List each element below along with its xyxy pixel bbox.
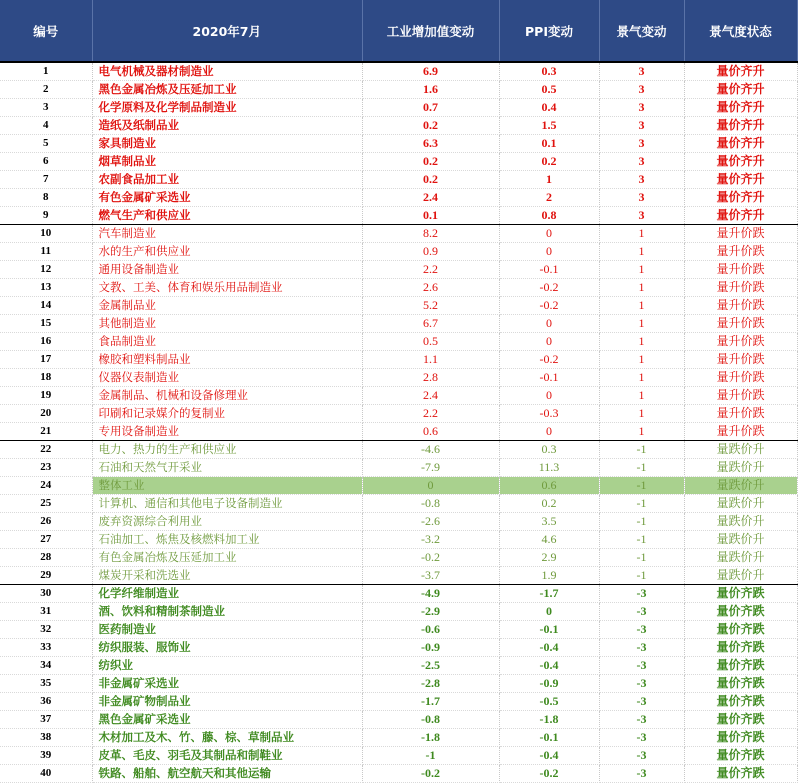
row-id: 37 bbox=[0, 711, 92, 729]
row-id: 39 bbox=[0, 747, 92, 765]
sentiment-change: -1 bbox=[599, 477, 684, 495]
ppi-change: -0.1 bbox=[499, 261, 599, 279]
industry-name: 专用设备制造业 bbox=[92, 423, 362, 441]
ppi-change: -0.2 bbox=[499, 765, 599, 783]
value-added-change: -0.9 bbox=[362, 639, 499, 657]
industry-name: 煤炭开采和洗选业 bbox=[92, 567, 362, 585]
industry-name: 烟草制品业 bbox=[92, 153, 362, 171]
sentiment-state: 量价齐跌 bbox=[684, 621, 797, 639]
sentiment-state: 量价齐跌 bbox=[684, 693, 797, 711]
table-row bbox=[0, 513, 797, 531]
industry-name: 木材加工及木、竹、藤、棕、草制品业 bbox=[92, 729, 362, 747]
industry-name: 化学纤维制造业 bbox=[92, 585, 362, 603]
ppi-change: 1.9 bbox=[499, 567, 599, 585]
ppi-change: 0.3 bbox=[499, 441, 599, 459]
header-period: 2020年7月 bbox=[92, 0, 362, 62]
sentiment-state: 量价齐升 bbox=[684, 189, 797, 207]
row-id: 20 bbox=[0, 405, 92, 423]
value-added-change: 5.2 bbox=[362, 297, 499, 315]
value-added-change: 6.9 bbox=[362, 62, 499, 81]
header-ppi: PPI变动 bbox=[499, 0, 599, 62]
ppi-change: 0 bbox=[499, 315, 599, 333]
sentiment-state: 量跌价升 bbox=[684, 513, 797, 531]
table-row bbox=[0, 423, 797, 441]
value-added-change: 2.2 bbox=[362, 261, 499, 279]
industry-name: 计算机、通信和其他电子设备制造业 bbox=[92, 495, 362, 513]
row-id: 19 bbox=[0, 387, 92, 405]
industry-name: 有色金属矿采选业 bbox=[92, 189, 362, 207]
table-row bbox=[0, 333, 797, 351]
sentiment-state: 量升价跌 bbox=[684, 405, 797, 423]
sentiment-state: 量价齐跌 bbox=[684, 639, 797, 657]
ppi-change: 1.5 bbox=[499, 117, 599, 135]
industry-name: 废弃资源综合利用业 bbox=[92, 513, 362, 531]
value-added-change: -0.6 bbox=[362, 621, 499, 639]
industry-name: 农副食品加工业 bbox=[92, 171, 362, 189]
value-added-change: 2.2 bbox=[362, 405, 499, 423]
value-added-change: 0.6 bbox=[362, 423, 499, 441]
industry-name: 石油和天然气开采业 bbox=[92, 459, 362, 477]
sentiment-change: 3 bbox=[599, 135, 684, 153]
table-row bbox=[0, 531, 797, 549]
sentiment-state: 量价齐跌 bbox=[684, 765, 797, 783]
table-row bbox=[0, 765, 797, 783]
value-added-change: 0.2 bbox=[362, 171, 499, 189]
row-id: 21 bbox=[0, 423, 92, 441]
ppi-change: 0 bbox=[499, 243, 599, 261]
table-row bbox=[0, 153, 797, 171]
table-row bbox=[0, 621, 797, 639]
table-row bbox=[0, 315, 797, 333]
row-id: 3 bbox=[0, 99, 92, 117]
ppi-change: 0.8 bbox=[499, 207, 599, 225]
sentiment-state: 量价齐升 bbox=[684, 62, 797, 81]
industry-name: 酒、饮料和精制茶制造业 bbox=[92, 603, 362, 621]
sentiment-change: 1 bbox=[599, 405, 684, 423]
table-row bbox=[0, 261, 797, 279]
header-sentiment: 景气变动 bbox=[599, 0, 684, 62]
ppi-change: -0.1 bbox=[499, 369, 599, 387]
value-added-change: -0.8 bbox=[362, 495, 499, 513]
row-id: 28 bbox=[0, 549, 92, 567]
industry-name: 橡胶和塑料制品业 bbox=[92, 351, 362, 369]
industry-name: 电气机械及器材制造业 bbox=[92, 62, 362, 81]
value-added-change: 0.9 bbox=[362, 243, 499, 261]
sentiment-state: 量跌价升 bbox=[684, 459, 797, 477]
row-id: 31 bbox=[0, 603, 92, 621]
industry-name: 食品制造业 bbox=[92, 333, 362, 351]
table-row bbox=[0, 405, 797, 423]
industry-name: 铁路、船舶、航空航天和其他运输 bbox=[92, 765, 362, 783]
value-added-change: -1 bbox=[362, 747, 499, 765]
sentiment-state: 量跌价升 bbox=[684, 495, 797, 513]
row-id: 15 bbox=[0, 315, 92, 333]
industry-name: 皮革、毛皮、羽毛及其制品和制鞋业 bbox=[92, 747, 362, 765]
value-added-change: -1.8 bbox=[362, 729, 499, 747]
value-added-change: 1.1 bbox=[362, 351, 499, 369]
sentiment-state: 量价齐升 bbox=[684, 207, 797, 225]
row-id: 35 bbox=[0, 675, 92, 693]
sentiment-state: 量价齐跌 bbox=[684, 729, 797, 747]
ppi-change: 2 bbox=[499, 189, 599, 207]
table-row bbox=[0, 567, 797, 585]
row-id: 7 bbox=[0, 171, 92, 189]
industry-name: 燃气生产和供应业 bbox=[92, 207, 362, 225]
sentiment-state: 量跌价升 bbox=[684, 549, 797, 567]
value-added-change: -2.8 bbox=[362, 675, 499, 693]
industry-name: 印刷和记录媒介的复制业 bbox=[92, 405, 362, 423]
table-row bbox=[0, 585, 797, 603]
value-added-change: 2.4 bbox=[362, 189, 499, 207]
row-id: 32 bbox=[0, 621, 92, 639]
sentiment-change: -3 bbox=[599, 693, 684, 711]
ppi-change: 3.5 bbox=[499, 513, 599, 531]
table-row bbox=[0, 711, 797, 729]
sentiment-change: 1 bbox=[599, 351, 684, 369]
ppi-change: 0.6 bbox=[499, 477, 599, 495]
value-added-change: 2.6 bbox=[362, 279, 499, 297]
ppi-change: 0.3 bbox=[499, 62, 599, 81]
ppi-change: 0 bbox=[499, 333, 599, 351]
sentiment-state: 量价齐升 bbox=[684, 135, 797, 153]
value-added-change: 0.1 bbox=[362, 207, 499, 225]
row-id: 29 bbox=[0, 567, 92, 585]
sentiment-change: 3 bbox=[599, 207, 684, 225]
row-id: 17 bbox=[0, 351, 92, 369]
row-id: 4 bbox=[0, 117, 92, 135]
row-id: 13 bbox=[0, 279, 92, 297]
ppi-change: -1.8 bbox=[499, 711, 599, 729]
row-id: 10 bbox=[0, 225, 92, 243]
table-row bbox=[0, 117, 797, 135]
sentiment-state: 量升价跌 bbox=[684, 261, 797, 279]
header-value-added: 工业增加值变动 bbox=[362, 0, 499, 62]
sentiment-change: -3 bbox=[599, 639, 684, 657]
sentiment-change: 1 bbox=[599, 225, 684, 243]
sentiment-state: 量价齐跌 bbox=[684, 603, 797, 621]
sentiment-change: 3 bbox=[599, 81, 684, 99]
row-id: 30 bbox=[0, 585, 92, 603]
sentiment-state: 量升价跌 bbox=[684, 369, 797, 387]
ppi-change: 0 bbox=[499, 423, 599, 441]
sentiment-change: 1 bbox=[599, 387, 684, 405]
value-added-change: 0.2 bbox=[362, 117, 499, 135]
sentiment-state: 量升价跌 bbox=[684, 351, 797, 369]
value-added-change: 0.7 bbox=[362, 99, 499, 117]
ppi-change: 0.1 bbox=[499, 135, 599, 153]
header-id: 编号 bbox=[0, 0, 92, 62]
row-id: 34 bbox=[0, 657, 92, 675]
table-row bbox=[0, 207, 797, 225]
sentiment-state: 量价齐跌 bbox=[684, 675, 797, 693]
value-added-change: -4.6 bbox=[362, 441, 499, 459]
sentiment-change: -3 bbox=[599, 585, 684, 603]
sentiment-state: 量升价跌 bbox=[684, 279, 797, 297]
value-added-change: -2.6 bbox=[362, 513, 499, 531]
industry-name: 水的生产和供应业 bbox=[92, 243, 362, 261]
industry-name: 医药制造业 bbox=[92, 621, 362, 639]
ppi-change: -0.2 bbox=[499, 351, 599, 369]
ppi-change: 0 bbox=[499, 387, 599, 405]
industry-name: 金属制品业 bbox=[92, 297, 362, 315]
sentiment-change: -1 bbox=[599, 495, 684, 513]
ppi-change: -0.9 bbox=[499, 675, 599, 693]
ppi-change: -0.4 bbox=[499, 657, 599, 675]
sentiment-change: 1 bbox=[599, 243, 684, 261]
row-id: 1 bbox=[0, 62, 92, 81]
sentiment-change: -3 bbox=[599, 711, 684, 729]
ppi-change: 0 bbox=[499, 603, 599, 621]
row-id: 22 bbox=[0, 441, 92, 459]
table-row bbox=[0, 135, 797, 153]
row-id: 14 bbox=[0, 297, 92, 315]
value-added-change: -7.9 bbox=[362, 459, 499, 477]
ppi-change: 4.6 bbox=[499, 531, 599, 549]
value-added-change: -0.8 bbox=[362, 711, 499, 729]
industry-name: 其他制造业 bbox=[92, 315, 362, 333]
table-row bbox=[0, 189, 797, 207]
table-row bbox=[0, 351, 797, 369]
value-added-change: 0.5 bbox=[362, 333, 499, 351]
industry-name: 仪器仪表制造业 bbox=[92, 369, 362, 387]
sentiment-change: -3 bbox=[599, 747, 684, 765]
ppi-change: -0.1 bbox=[499, 729, 599, 747]
sentiment-change: 3 bbox=[599, 189, 684, 207]
industry-name: 黑色金属冶炼及压延加工业 bbox=[92, 81, 362, 99]
row-id: 26 bbox=[0, 513, 92, 531]
sentiment-state: 量价齐升 bbox=[684, 99, 797, 117]
sentiment-state: 量升价跌 bbox=[684, 243, 797, 261]
row-id: 16 bbox=[0, 333, 92, 351]
industry-name: 非金属矿采选业 bbox=[92, 675, 362, 693]
value-added-change: 2.4 bbox=[362, 387, 499, 405]
sentiment-change: 3 bbox=[599, 117, 684, 135]
sentiment-change: -1 bbox=[599, 567, 684, 585]
sentiment-state: 量价齐跌 bbox=[684, 657, 797, 675]
table-row bbox=[0, 495, 797, 513]
row-id: 25 bbox=[0, 495, 92, 513]
sentiment-state: 量跌价升 bbox=[684, 441, 797, 459]
row-id: 5 bbox=[0, 135, 92, 153]
industry-name: 汽车制造业 bbox=[92, 225, 362, 243]
value-added-change: -4.9 bbox=[362, 585, 499, 603]
sentiment-change: -1 bbox=[599, 513, 684, 531]
sentiment-state: 量价齐升 bbox=[684, 81, 797, 99]
table-row bbox=[0, 99, 797, 117]
value-added-change: -3.2 bbox=[362, 531, 499, 549]
table-row bbox=[0, 225, 797, 243]
row-id: 38 bbox=[0, 729, 92, 747]
ppi-change: -0.3 bbox=[499, 405, 599, 423]
industry-name: 金属制品、机械和设备修理业 bbox=[92, 387, 362, 405]
ppi-change: -0.2 bbox=[499, 279, 599, 297]
ppi-change: -1.7 bbox=[499, 585, 599, 603]
row-id: 11 bbox=[0, 243, 92, 261]
row-id: 12 bbox=[0, 261, 92, 279]
value-added-change: -1.7 bbox=[362, 693, 499, 711]
sentiment-change: -3 bbox=[599, 657, 684, 675]
row-id: 23 bbox=[0, 459, 92, 477]
table-row bbox=[0, 657, 797, 675]
sentiment-state: 量价齐跌 bbox=[684, 711, 797, 729]
sentiment-change: -1 bbox=[599, 549, 684, 567]
sentiment-state: 量升价跌 bbox=[684, 387, 797, 405]
sentiment-change: 3 bbox=[599, 62, 684, 81]
sentiment-state: 量价齐升 bbox=[684, 171, 797, 189]
value-added-change: 0 bbox=[362, 477, 499, 495]
value-added-change: 6.7 bbox=[362, 315, 499, 333]
table-row bbox=[0, 459, 797, 477]
sentiment-state: 量升价跌 bbox=[684, 333, 797, 351]
ppi-change: 0.2 bbox=[499, 495, 599, 513]
table-row bbox=[0, 603, 797, 621]
sentiment-change: 3 bbox=[599, 153, 684, 171]
table-row bbox=[0, 171, 797, 189]
industry-name: 电力、热力的生产和供应业 bbox=[92, 441, 362, 459]
sentiment-change: -3 bbox=[599, 621, 684, 639]
row-id: 27 bbox=[0, 531, 92, 549]
table-row bbox=[0, 693, 797, 711]
sentiment-state: 量升价跌 bbox=[684, 297, 797, 315]
sentiment-change: 1 bbox=[599, 279, 684, 297]
sentiment-state: 量价齐跌 bbox=[684, 747, 797, 765]
table-row bbox=[0, 729, 797, 747]
sentiment-state: 量升价跌 bbox=[684, 315, 797, 333]
sentiment-state: 量价齐升 bbox=[684, 117, 797, 135]
sentiment-change: 1 bbox=[599, 369, 684, 387]
sentiment-state: 量跌价升 bbox=[684, 477, 797, 495]
header-state: 景气度状态 bbox=[684, 0, 797, 62]
table-row bbox=[0, 62, 797, 81]
value-added-change: -2.5 bbox=[362, 657, 499, 675]
industry-name: 文教、工美、体育和娱乐用品制造业 bbox=[92, 279, 362, 297]
row-id: 18 bbox=[0, 369, 92, 387]
sentiment-state: 量跌价升 bbox=[684, 567, 797, 585]
value-added-change: -3.7 bbox=[362, 567, 499, 585]
ppi-change: -0.4 bbox=[499, 747, 599, 765]
sentiment-change: -1 bbox=[599, 531, 684, 549]
ppi-change: 0.2 bbox=[499, 153, 599, 171]
ppi-change: -0.4 bbox=[499, 639, 599, 657]
table-row bbox=[0, 639, 797, 657]
sentiment-change: -3 bbox=[599, 675, 684, 693]
industry-name: 黑色金属矿采选业 bbox=[92, 711, 362, 729]
ppi-change: 0.5 bbox=[499, 81, 599, 99]
industry-name: 造纸及纸制品业 bbox=[92, 117, 362, 135]
sentiment-change: -3 bbox=[599, 603, 684, 621]
sentiment-change: 1 bbox=[599, 333, 684, 351]
industry-name: 纺织业 bbox=[92, 657, 362, 675]
sentiment-state: 量跌价升 bbox=[684, 531, 797, 549]
sentiment-change: -3 bbox=[599, 765, 684, 783]
table-row bbox=[0, 243, 797, 261]
ppi-change: -0.2 bbox=[499, 297, 599, 315]
sentiment-change: -3 bbox=[599, 729, 684, 747]
sentiment-change: -1 bbox=[599, 459, 684, 477]
industry-name: 非金属矿物制品业 bbox=[92, 693, 362, 711]
table-row bbox=[0, 441, 797, 459]
industry-name: 整体工业 bbox=[92, 477, 362, 495]
ppi-change: 0.4 bbox=[499, 99, 599, 117]
header-row bbox=[0, 0, 797, 62]
table-row bbox=[0, 81, 797, 99]
ppi-change: 2.9 bbox=[499, 549, 599, 567]
value-added-change: -0.2 bbox=[362, 765, 499, 783]
table-row bbox=[0, 279, 797, 297]
table-row bbox=[0, 297, 797, 315]
value-added-change: 1.6 bbox=[362, 81, 499, 99]
ppi-change: 1 bbox=[499, 171, 599, 189]
sentiment-change: 3 bbox=[599, 171, 684, 189]
value-added-change: -0.2 bbox=[362, 549, 499, 567]
sentiment-state: 量价齐跌 bbox=[684, 585, 797, 603]
industry-name: 石油加工、炼焦及核燃料加工业 bbox=[92, 531, 362, 549]
row-id: 6 bbox=[0, 153, 92, 171]
row-id: 24 bbox=[0, 477, 92, 495]
industry-name: 通用设备制造业 bbox=[92, 261, 362, 279]
ppi-change: 0 bbox=[499, 225, 599, 243]
row-id: 2 bbox=[0, 81, 92, 99]
value-added-change: 2.8 bbox=[362, 369, 499, 387]
sentiment-change: -1 bbox=[599, 441, 684, 459]
value-added-change: 6.3 bbox=[362, 135, 499, 153]
table-row bbox=[0, 369, 797, 387]
sentiment-state: 量价齐升 bbox=[684, 153, 797, 171]
ppi-change: -0.5 bbox=[499, 693, 599, 711]
row-id: 40 bbox=[0, 765, 92, 783]
row-id: 9 bbox=[0, 207, 92, 225]
sentiment-change: 1 bbox=[599, 423, 684, 441]
industry-name: 家具制造业 bbox=[92, 135, 362, 153]
sentiment-state: 量升价跌 bbox=[684, 423, 797, 441]
sentiment-change: 1 bbox=[599, 297, 684, 315]
row-id: 33 bbox=[0, 639, 92, 657]
value-added-change: -2.9 bbox=[362, 603, 499, 621]
table-row bbox=[0, 549, 797, 567]
industry-name: 化学原料及化学制品制造业 bbox=[92, 99, 362, 117]
sentiment-change: 1 bbox=[599, 315, 684, 333]
sentiment-change: 1 bbox=[599, 261, 684, 279]
table-body bbox=[0, 62, 797, 783]
table-row bbox=[0, 387, 797, 405]
ppi-change: -0.1 bbox=[499, 621, 599, 639]
industry-name: 纺织服装、服饰业 bbox=[92, 639, 362, 657]
value-added-change: 0.2 bbox=[362, 153, 499, 171]
sentiment-change: 3 bbox=[599, 99, 684, 117]
table-row bbox=[0, 747, 797, 765]
table-row bbox=[0, 477, 797, 495]
value-added-change: 8.2 bbox=[362, 225, 499, 243]
row-id: 36 bbox=[0, 693, 92, 711]
row-id: 8 bbox=[0, 189, 92, 207]
sentiment-state: 量升价跌 bbox=[684, 225, 797, 243]
table-row bbox=[0, 675, 797, 693]
industry-name: 有色金属冶炼及压延加工业 bbox=[92, 549, 362, 567]
ppi-change: 11.3 bbox=[499, 459, 599, 477]
